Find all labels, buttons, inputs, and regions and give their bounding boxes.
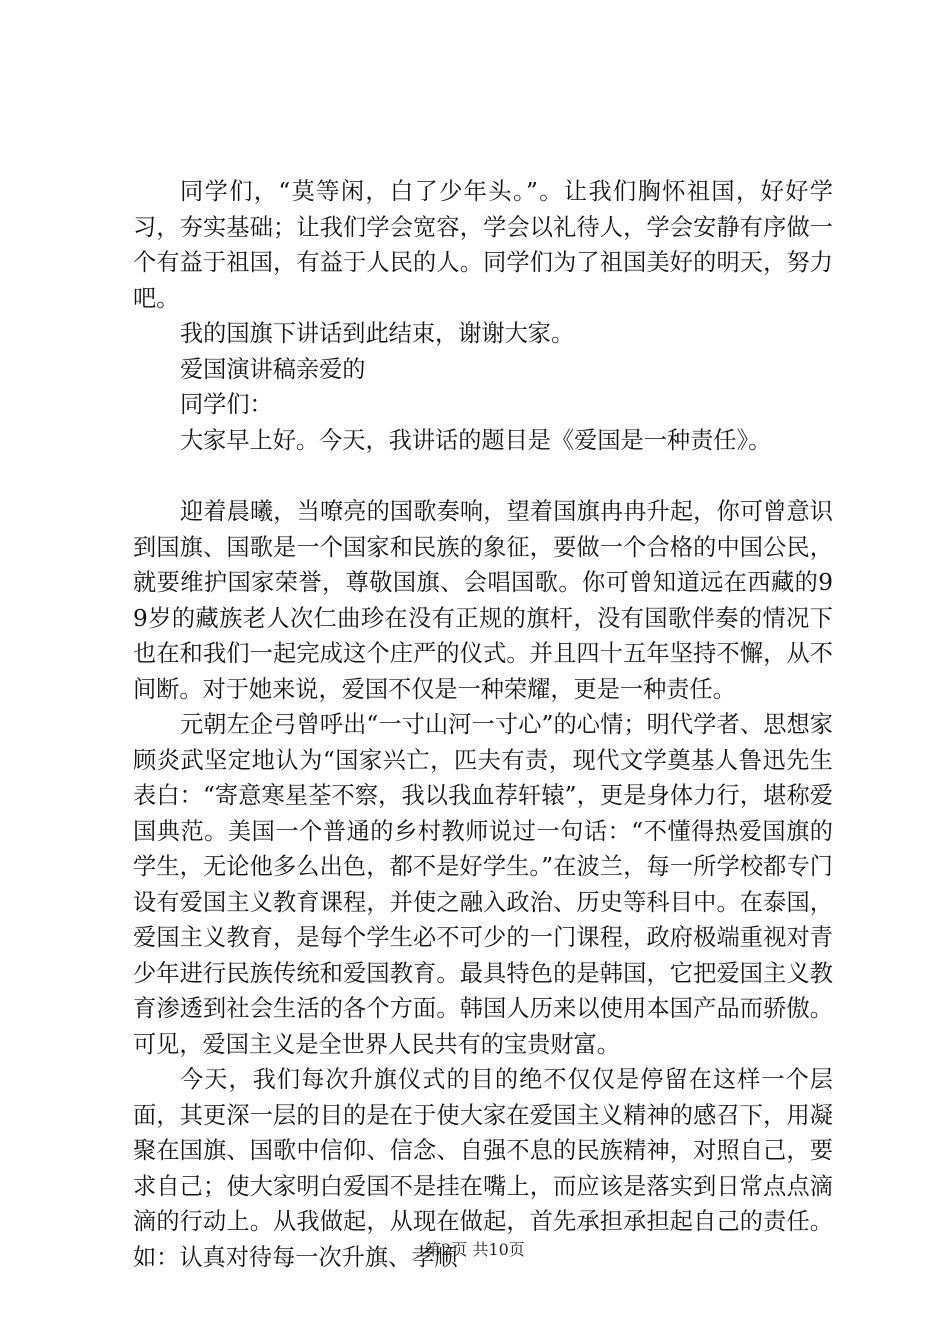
paragraph-patriotism-examples: 元朝左企弓曾呼出“一寸山河一寸心”的心情；明代学者、思想家顾炎武坚定地认为“国家兴亡，匹夫有责，现代文学奠基人鲁迅先生表白：“寄意寒星荃不察，我以我血荐轩辕”，更是身体力行，堪称爱国典范。美国一个普通的乡村教师说过一句话：“不懂得热爱国旗的学生，无论他多么出色，都不是好学生。”在波兰，每一所学校都专门设有爱国主义教育课程，并使之融入政治、历史等科目中。在泰国，爱国主义教育，是每个学生必不可少的一门课程，政府极端重视对青少年进行民族传统和爱国教育。最具特色的是韩国，它把爱国主义教育渗透到社会生活的各个方面。韩国人历来以使用本国产品而骄傲。可见，爱国主义是全世界人民共有的宝贵财富。: [133, 711, 833, 1058]
paragraph-flag-ceremony: 迎着晨曦，当嘹亮的国歌奏响，望着国旗冉冉升起，你可曾意识到国旗、国歌是一个国家和民族的象征，要做一个合格的中国公民，就要维护国家荣誉，尊敬国旗、会唱国歌。你可曾知道远在西藏的99岁的藏族老人次仁曲珍在没有正规的旗杆，没有国歌伴奏的情况下也在和我们一起完成这个庄严的仪式。并且四十五年坚持不懈，从不间断。对于她来说，爱国不仅是一种荣耀，更是一种责任。: [133, 498, 833, 703]
document-body: [133, 174, 833, 1275]
paragraph-greeting: 大家早上好。今天，我讲话的题目是《爱国是一种责任》。: [180, 426, 772, 454]
paragraph-responsibility: 今天，我们每次升旗仪式的目的绝不仅仅是停留在这样一个层面，其更深一层的目的是在于使大家在爱国主义精神的感召下，用凝聚在国旗、国歌中信仰、信念、自强不息的民族精神，对照自己，要求自己；使大家明白爱国不是挂在嘴上，而应该是落实到日常点点滴滴的行动上。从我做起，从现在做起，首先承担承担起自己的责任。如：认真对待每一次升旗、孝顺: [133, 1066, 833, 1271]
paragraph-salutation: 同学们：: [180, 391, 273, 418]
paragraph-gap: [133, 458, 833, 494]
paragraph-speech-title: 爱国演讲稿亲爱的: [180, 355, 366, 383]
paragraph-closing-thanks: 我的国旗下讲话到此结束，谢谢大家。: [180, 320, 575, 347]
paragraph-closing-appeal: 同学们，“莫等闲，白了少年头。”。让我们胸怀祖国，好好学习，夯实基础；让我们学会宽容，学会以礼待人，学会安静有序做一个有益于祖国，有益于人民的人。同学们为了祖国美好的明天，努力吧。: [133, 178, 833, 312]
page-number-footer: 第2页 共10页: [425, 1240, 525, 1259]
